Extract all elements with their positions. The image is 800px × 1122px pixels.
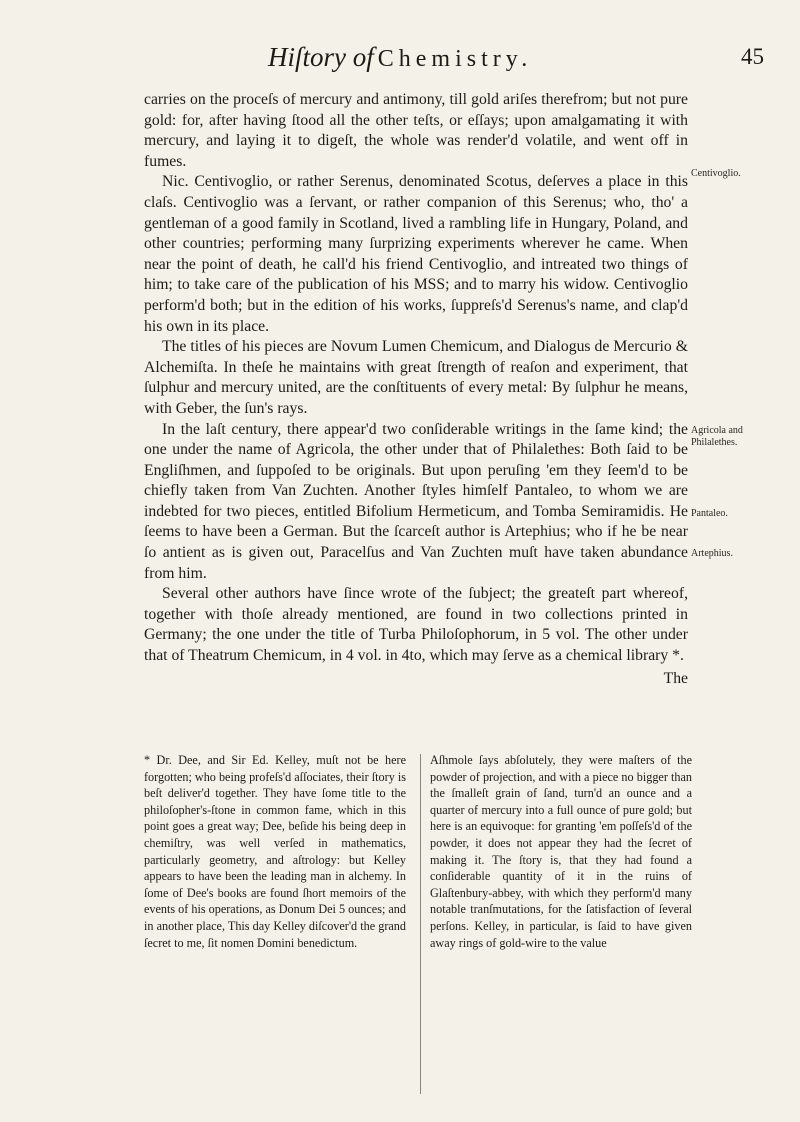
paragraph-last-century: In the laſt century, there appear'd two conſiderable writings in the ſame kind; the one under the name of Agricola, the other under that of Philalethes: Both ſaid to be Engliſhmen, and ſuppoſed to be originals. But upon peruſing 'em they ſeem'd to be chiefly taken from Van Zuchten. Another ſtyles himſelf Pantaleo, to whom we are indebted for two pieces, entitled Bifolium Hermeticum, and Tomba Semiramidis. He ſeems to have been a German. But the ſcarceſt author is Artephius; who if he be near ſo antient as is given out, Paracelſus and Van Zuchten muſt have taken abundance from him. bbox=[144, 420, 688, 582]
footnote-right-column: Aſhmole ſays abſolutely, they were maſters of the powder of projection, and with a piece no bigger than the ſmalleſt grain of ſand, turn'd an ounce and a quarter of mercury into a full ounce of pure gold; but here is an equivoque: for granting 'em poſſeſs'd of the powder, it does not appear they had the ſecret of making it. The ſtory is, that they had found a conſiderable quantity of it in the ruins of Glaſtenbury-abbey, with which they perform'd many notable tranſmutations, for the ſatisfaction of ſeveral perſons. Kelley, in particular, is ſaid to have given away rings of gold-wire to the value bbox=[430, 753, 692, 950]
margin-note-centivoglio: Centivoglio. bbox=[691, 168, 741, 179]
header-title-caps: Chemistry. bbox=[377, 46, 533, 72]
paragraph-1: carries on the proceſs of mercury and antimony, till gold ariſes therefrom; but not pure gold: for, after having ſtood all the other teſts, or eſſays; upon amalgamating it with mercury, and laying it to digeſt, the whole was render'd volatile, and went off in fumes. bbox=[144, 91, 688, 170]
margin-note-artephius: Artephius. bbox=[691, 548, 733, 559]
footnote-left-column: * Dr. Dee, and Sir Ed. Kelley, muſt not be here forgotten; who being profeſs'd aſſociates, their ſtory is beſt deliver'd together. They have ſome title to the philoſopher's-ſtone in common fame, which in this point goes a great way; Dee, beſide his being deep in chemiſtry, was well verſed in mathematics, particularly geometry, and aſtrology: but Kelley appears to have been the leading man in alchemy. In ſome of Dee's books are found ſhort memoirs of the events of his operations, as Donum Dei 5 ounces; and in another place, This day Kelley diſcover'd the grand ſecret to me, ſit nomen Domini benedictum. bbox=[144, 753, 406, 950]
catchword: The bbox=[663, 669, 688, 687]
footnote-column-divider bbox=[420, 754, 421, 1094]
header-title-italic: Hiſtory of bbox=[268, 42, 374, 72]
paragraph-titles: The titles of his pieces are Novum Lumen Chemicum, and Dialogus de Mercurio & Alchemiſta. In theſe he maintains with great ſtrength of reaſon and experiment, that ſulphur and mercury united, are the conſtituents of every metal: By ſulphur he means, with Geber, the ſun's rays. bbox=[144, 338, 688, 417]
page-number: 45 bbox=[741, 44, 764, 69]
margin-note-pantaleo: Pantaleo. bbox=[691, 508, 728, 519]
running-header bbox=[268, 42, 764, 82]
paragraph-other-authors: Several other authors have ſince wrote of the ſubject; the greateſt part whereof, together with thoſe already mentioned, are found in two collections printed in Germany; the one under the title of Turba Philoſophorum, in 5 vol. The other under that of Theatrum Chemicum, in 4 vol. in 4to, which may ſerve as a chemical library *. bbox=[144, 585, 688, 665]
margin-note-agricola: Agricola and Philalethes. bbox=[691, 425, 743, 448]
paragraph-centivoglio: Nic. Centivoglio, or rather Serenus, denominated Scotus, deſerves a place in this claſs. Centivoglio was a ſervant, or rather companion of this Serenus; who, tho' a gentleman of a good family in Scotland, lived a rambling life in Hungary, Poland, and other countries; performing many ſurprizing experiments wherever he came. When near the point of death, he call'd his friend Centivoglio, and intreated two things of him; to take care of the publication of his MSS; and to marry his widow. Centivoglio perform'd both; but in the edition of his works, ſuppreſs'd Serenus's name, and clap'd his own in its place. bbox=[144, 173, 688, 335]
main-text bbox=[144, 90, 688, 689]
